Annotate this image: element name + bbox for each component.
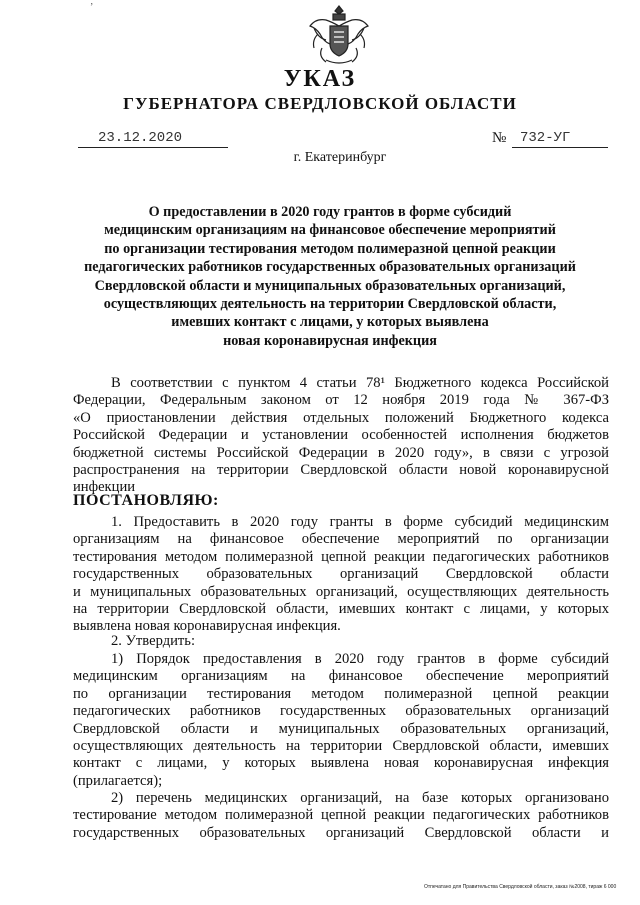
item-2-1-line: Свердловской области и муниципальных образовательных организаций, [73, 720, 609, 737]
preamble-line: инфекции [73, 479, 136, 496]
scan-mark: ʼ [90, 2, 94, 13]
preamble-line: В соответствии с пунктом 4 статьи 78¹ Бюджетного кодекса Российской [111, 375, 609, 391]
resolve-word: ПОСТАНОВЛЯЮ: [73, 492, 219, 509]
item-1-paragraph [73, 514, 609, 636]
preamble-paragraph [73, 375, 609, 497]
preamble-line: Федерации, Федеральным законом от 12 ноября 2019 года № 367-ФЗ [73, 392, 609, 409]
item-2-1-line: педагогических работников государственных образовательных организаций [73, 703, 609, 720]
item-2-1-paragraph [73, 651, 609, 790]
item-1-line: выявлена новая коронавирусная инфекция. [73, 618, 341, 635]
heading-line: медицинским организациям на финансовое обеспечение мероприятий [104, 222, 556, 239]
item-1-line: организациям на финансовое обеспечение мероприятий по организации [73, 531, 609, 548]
document-heading [60, 203, 600, 350]
heading-line: осуществляющих деятельность на территории Свердловской области, [103, 296, 557, 313]
preamble-line: распространения на территории Свердловской области новой коронавирусной [73, 462, 609, 479]
item-2-1-line: по организации тестирования методом полимеразной цепной реакции [73, 685, 609, 702]
document-date: 23.12.2020 [78, 130, 228, 148]
item-1-line: на территории Свердловской области, имевших контакт с лицами, у которых [73, 601, 609, 618]
issuer-title: ГУБЕРНАТОРА СВЕРДЛОВСКОЙ ОБЛАСТИ [123, 94, 517, 113]
heading-line: имевших контакт с лицами, у которых выявлена [171, 314, 489, 331]
item-1-line: и муниципальных образовательных организаций, осуществляющих деятельность [73, 583, 609, 600]
city: г. Екатеринбург [293, 150, 387, 165]
print-footer-note: Отпечатано для Правительства Свердловской области, заказ №2008, тираж 6 000 [424, 884, 617, 890]
document-type-title: УКАЗ [283, 66, 357, 92]
number-label: № [492, 130, 507, 146]
coat-of-arms-emblem [300, 4, 378, 68]
item-2-2-line: государственных образовательных организаций Свердловской области и [73, 824, 609, 841]
item-2-1-line: контакт с лицами, у которых выявлена новая коронавирусная инфекция [73, 755, 609, 772]
heading-line: педагогических работников государственных образовательных организаций [84, 259, 576, 276]
item-2-1-line: медицинским организациям на финансовое обеспечение мероприятий [73, 668, 609, 685]
item-2-1-line: 1) Порядок предоставления в 2020 году грантов в форме субсидий [111, 651, 609, 667]
document-number: 732-УГ [512, 130, 608, 148]
item-1-line: 1. Предоставить в 2020 году гранты в форме субсидий медицинским [111, 514, 609, 530]
preamble-line: бюджетной системы Российской Федерации в 2020 году», в связи с угрозой [73, 444, 609, 461]
item-2-paragraph [73, 633, 609, 650]
preamble-line: Российской Федерации и установлении особенностей исполнения бюджетов [73, 427, 609, 444]
item-1-line: государственных образовательных организаций Свердловской области [73, 566, 609, 583]
item-2-2-paragraph [73, 790, 609, 842]
item-2-2-line: 2) перечень медицинских организаций, на базе которых организовано [111, 790, 609, 806]
heading-line: новая коронавирусная инфекция [223, 332, 437, 349]
heading-line: О предоставлении в 2020 году грантов в форме субсидий [148, 204, 512, 220]
item-1-line: тестирования методом полимеразной цепной реакции педагогических работников [73, 548, 609, 565]
heading-line: Свердловской области и муниципальных образовательных организаций, [94, 277, 566, 294]
item-2-2-line: тестирование методом полимеразной цепной реакции педагогических работников [73, 807, 609, 824]
item-2-1-line: осуществляющих деятельность на территории Свердловской области, имевших [73, 738, 609, 755]
item-2-line: 2. Утвердить: [111, 633, 196, 649]
heading-line: по организации тестирования методом полимеразной цепной реакции [104, 240, 556, 257]
item-2-1-line: (прилагается); [73, 772, 163, 789]
preamble-line: «О приостановлении действия отдельных положений Бюджетного кодекса [73, 409, 609, 426]
